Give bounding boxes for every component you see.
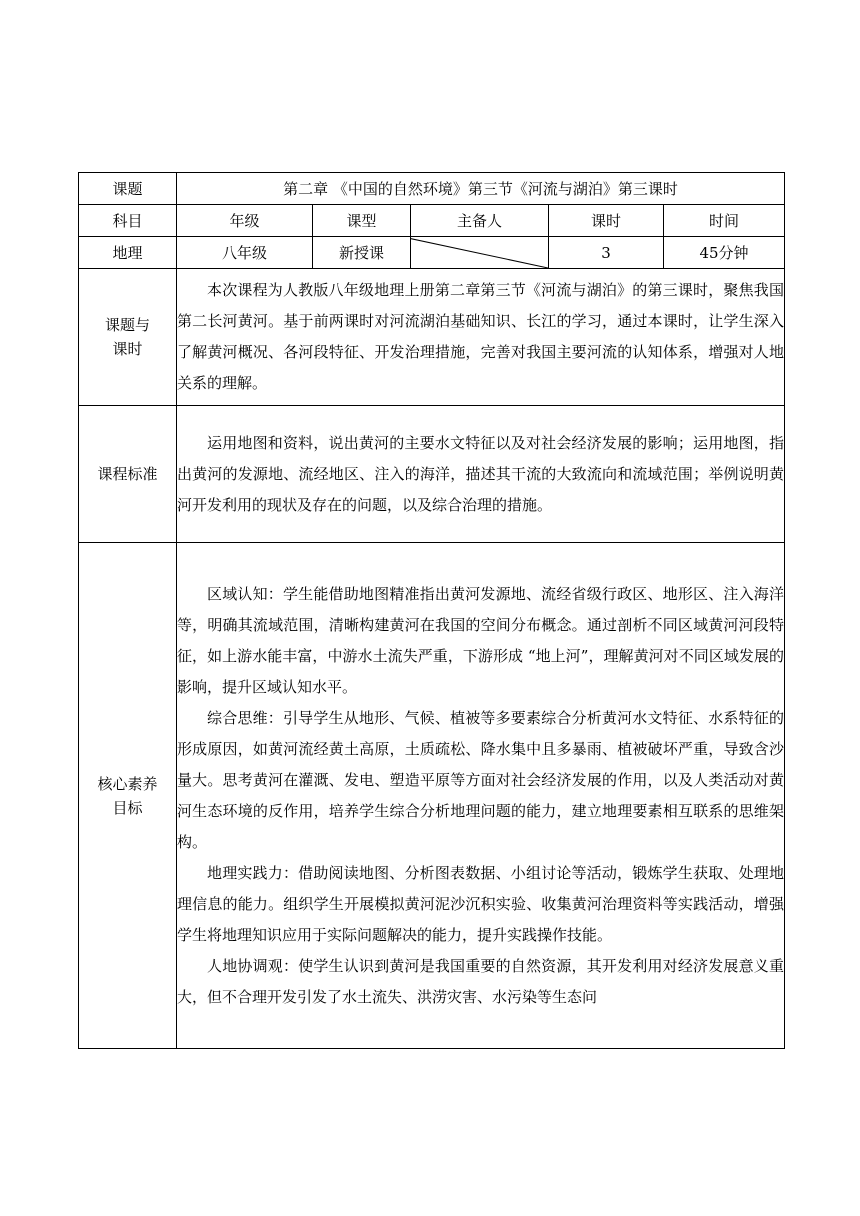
lesson-type-value: 新授课 (313, 237, 411, 269)
core-literacy-label-line2: 目标 (112, 798, 143, 817)
subject-value: 地理 (79, 237, 177, 269)
periods-value: 3 (549, 237, 664, 269)
topic-period-label-line2: 课时 (112, 340, 143, 358)
core-literacy-label-line1: 核心素养 (97, 774, 158, 793)
regional-cognition-paragraph: 区域认知：学生能借助地图精准指出黄河发源地、流经省级行政区、地形区、注入海洋等，明确其流域范围，清晰构建黄河在我国的空间分布概念。通过剖析不同区域黄河河段特征，如上游水能丰富，中游水土流失严重，下游形成 “地上河”，理解黄河对不同区域发展的影响，提升区域认知水平。 (177, 584, 784, 696)
topic-value: 第二章 《中国的自然环境》第三节《河流与湖泊》第三课时 (177, 173, 785, 205)
topic-period-label (79, 269, 177, 406)
curriculum-standard-content (177, 406, 785, 543)
preparer-header: 主备人 (411, 205, 549, 237)
integrated-thinking-paragraph: 综合思维：引导学生从地形、气候、植被等多要素综合分析黄河水文特征、水系特征的形成原因，如黄河流经黄土高原，土质疏松、降水集中且多暴雨、植被破坏严重，导致含沙量大。思考黄河在灌溉、发电、塑造平原等方面对社会经济发展的作用，以及人类活动对黄河生态环境的反作用，培养学生综合分析地理问题的能力，建立地理要素相互联系的思维架构。 (177, 708, 784, 851)
human-land-harmony-paragraph: 人地协调观：使学生认识到黄河是我国重要的自然资源，其开发利用对经济发展意义重大，但不合理开发引发了水土流失、洪涝灾害、水污染等生态问 (177, 956, 784, 1006)
duration-value: 45分钟 (664, 237, 785, 269)
topic-period-row (79, 269, 785, 406)
empty-cell-diagonal-line (411, 237, 548, 268)
lesson-plan-table (78, 172, 785, 1049)
core-literacy-label (79, 543, 177, 1049)
geographic-practice-paragraph: 地理实践力：借助阅读地图、分析图表数据、小组讨论等活动，锻炼学生获取、处理地理信息的能力。组织学生开展模拟黄河泥沙沉积实验、收集黄河治理资料等实践活动，增强学生将地理知识应用于实际问题解决的能力，提升实践操作技能。 (177, 863, 784, 944)
topic-period-label-line1: 课题与 (104, 316, 150, 334)
duration-header: 时间 (664, 205, 785, 237)
periods-header: 课时 (549, 205, 664, 237)
grade-value: 八年级 (177, 237, 313, 269)
topic-period-content (177, 269, 785, 406)
column-header-row (79, 205, 785, 237)
values-row (79, 237, 785, 269)
preparer-value (411, 237, 549, 269)
curriculum-standard-paragraph: 运用地图和资料，说出黄河的主要水文特征以及对社会经济发展的影响；运用地图，指出黄河的发源地、流经地区、注入的海洋，描述其干流的大致流向和流域范围；举例说明黄河开发利用的现状及存在的问题，以及综合治理的措施。 (177, 433, 784, 514)
grade-header: 年级 (177, 205, 313, 237)
core-literacy-row (79, 543, 785, 1049)
core-literacy-content (177, 543, 785, 1049)
lesson-type-header: 课型 (313, 205, 411, 237)
topic-period-paragraph: 本次课程为人教版八年级地理上册第二章第三节《河流与湖泊》的第三课时，聚焦我国第二长河黄河。基于前两课时对河流湖泊基础知识、长江的学习，通过本课时，让学生深入了解黄河概况、各河段特征、开发治理措施，完善对我国主要河流的认知体系，增强对人地关系的理解。 (177, 281, 784, 392)
curriculum-standard-row (79, 406, 785, 543)
topic-label: 课题 (79, 173, 177, 205)
topic-row (79, 173, 785, 205)
subject-header: 科目 (79, 205, 177, 237)
curriculum-standard-label: 课程标准 (79, 406, 177, 543)
